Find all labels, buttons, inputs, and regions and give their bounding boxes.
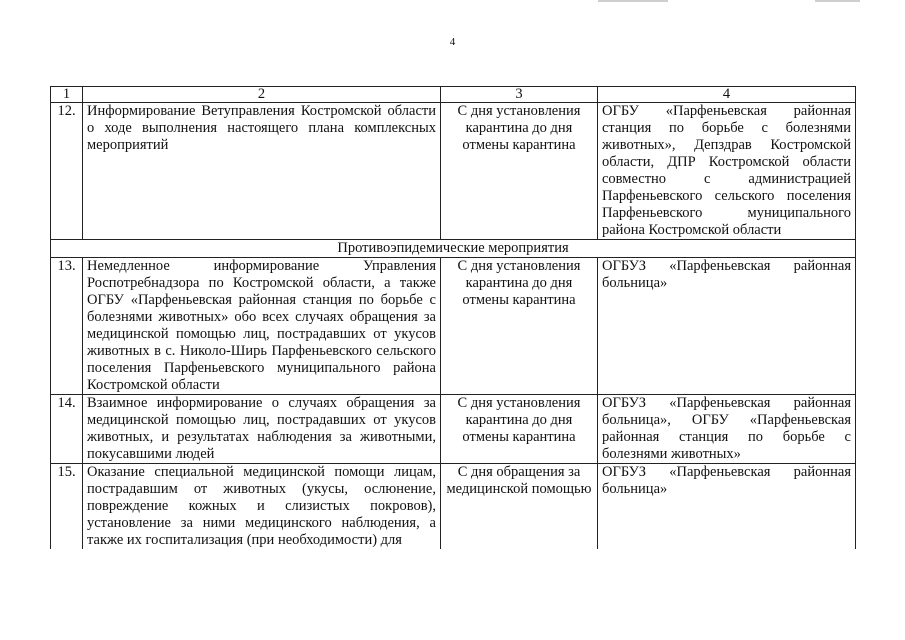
period-cell: С дня установления карантина до дня отмены карантина bbox=[441, 395, 598, 464]
row-number: 14. bbox=[51, 395, 83, 464]
measures-table bbox=[50, 86, 856, 549]
header-row bbox=[51, 87, 856, 103]
measure-cell: Взаимное информирование о случаях обращения за медицинской помощью лиц, пострадавших от укусов животных, и результатах наблюдения за животными, покусавшими людей bbox=[83, 395, 441, 464]
table-row bbox=[51, 103, 856, 240]
measure-cell: Немедленное информирование Управления Роспотребнадзора по Костромской области, а также ОГБУ «Парфеньевская районная станция по борьбе с болезнями животных» обо всех случаях обращения за медицинской помощью лиц, пострадавших от укусов животных в с. Николо-Ширь Парфеньевского сельского поселения Парфеньевского муниципального района Костромской области bbox=[83, 258, 441, 395]
column-header: 4 bbox=[598, 87, 856, 103]
measure-cell: Информирование Ветуправления Костромской области о ходе выполнения настоящего плана комплексных мероприятий bbox=[83, 103, 441, 240]
table-row bbox=[51, 258, 856, 395]
section-title: Противоэпидемические мероприятия bbox=[51, 240, 856, 258]
column-header: 1 bbox=[51, 87, 83, 103]
row-number: 12. bbox=[51, 103, 83, 240]
section-row bbox=[51, 240, 856, 258]
row-number: 13. bbox=[51, 258, 83, 395]
measure-cell: Оказание специальной медицинской помощи лицам, пострадавшим от животных (укусы, ослюнение, повреждение кожных и слизистых покровов), установление за ними медицинского наблюдения, а также их госпитализация (при необходимости) для bbox=[83, 464, 441, 550]
period-cell: С дня установления карантина до дня отмены карантина bbox=[441, 258, 598, 395]
responsible-cell: ОГБУЗ «Парфеньевская районная больница» bbox=[598, 258, 856, 395]
scan-artifact bbox=[815, 0, 860, 2]
table-row bbox=[51, 395, 856, 464]
column-header: 2 bbox=[83, 87, 441, 103]
table-row bbox=[51, 464, 856, 550]
column-header: 3 bbox=[441, 87, 598, 103]
period-cell: С дня обращения за медицинской помощью bbox=[441, 464, 598, 550]
responsible-cell: ОГБУЗ «Парфеньевская районная больница», ОГБУ «Парфеньевская районная станция по борьбе с болезнями животных» bbox=[598, 395, 856, 464]
responsible-cell: ОГБУЗ «Парфеньевская районная больница» bbox=[598, 464, 856, 550]
page-number: 4 bbox=[449, 36, 456, 48]
row-number: 15. bbox=[51, 464, 83, 550]
responsible-cell: ОГБУ «Парфеньевская районная станция по борьбе с болезнями животных», Депздрав Костромской области, ДПР Костромской области совместно с администрацией Парфеньевского сельского поселения Парфеньевского муниципального района Костромской области bbox=[598, 103, 856, 240]
scan-artifact bbox=[598, 0, 668, 2]
period-cell: С дня установления карантина до дня отмены карантина bbox=[441, 103, 598, 240]
